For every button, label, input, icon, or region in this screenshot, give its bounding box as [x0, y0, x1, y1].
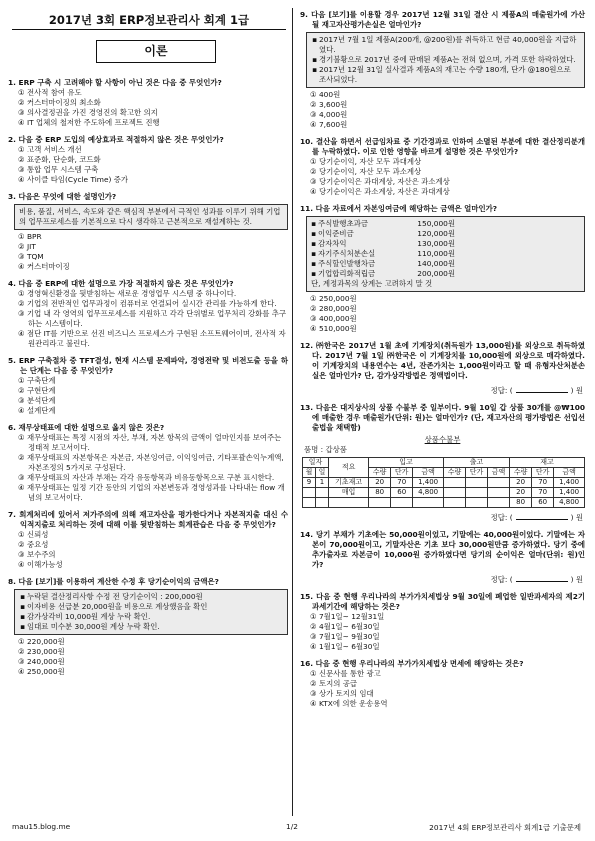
question-text: [300, 592, 585, 612]
ledger-header-cell: 금액: [554, 468, 585, 478]
ledger-cell: 기초재고: [329, 478, 369, 488]
ledger-header-cell: 입고: [369, 458, 444, 468]
question-text: [300, 341, 585, 381]
question-text: [8, 78, 288, 88]
question-body: 다음 중 현행 우리나라의 부가가치세법상 9월 30일에 폐업한 일반과세자의 제2기 과세기간에 해당하는 것은?: [312, 592, 585, 611]
answer-line: [300, 574, 585, 585]
answer-option[interactable]: ④ 이해가능성: [18, 560, 63, 569]
ledger-header-cell: 금액: [413, 468, 444, 478]
right-column: [300, 10, 585, 716]
ledger-cell: [466, 478, 488, 488]
question-2: [8, 135, 288, 185]
answer-option[interactable]: ① 400원: [310, 90, 341, 99]
answer-option[interactable]: ③ 400,000원: [310, 314, 357, 323]
answer-option[interactable]: ② 기업의 전반적인 업무과정이 컴퓨터로 연결되어 실시간 관리를 가능하게 한다.: [18, 299, 277, 308]
ledger-header-row: [303, 458, 585, 468]
ledger-header-cell: 월: [303, 468, 316, 478]
question-text: [300, 659, 585, 669]
account-amount: 130,000원: [417, 239, 455, 248]
answer-option[interactable]: ② JIT: [18, 242, 36, 251]
question-12: [300, 341, 585, 396]
question-text: [300, 204, 585, 214]
question-text: [8, 279, 288, 289]
ledger-cell: [443, 488, 465, 498]
account-name: ▪ 자기주식처분손실: [311, 249, 407, 259]
answer-option[interactable]: ④ KTX에 의한 운송용역: [310, 699, 388, 708]
ledger-cell: 70: [532, 478, 554, 488]
answer-option[interactable]: ③ 보수주의: [18, 550, 56, 559]
ledger-header-cell: 재고: [510, 458, 585, 468]
question-text: [8, 423, 288, 433]
example-item: ▪ 2017년 7월 1일 제품A(200개, @200원)를 취득하고 현금 40,000원을 지급하였다.: [311, 35, 580, 55]
question-number: 3.: [8, 192, 16, 201]
question-body: 다음 중 ERP에 대한 설명으로 가장 적절하지 않은 것은 무엇인가?: [18, 279, 234, 288]
answer-option[interactable]: ② 280,000원: [310, 304, 357, 313]
question-body: 재무상태표에 대한 설명으로 옳지 않은 것은?: [18, 423, 165, 432]
ledger-title: 상품수불부: [424, 435, 461, 444]
account-name: ▪ 이익준비금: [311, 229, 407, 239]
example-item: ▪ 경기불황으로 2017년 중에 판매된 제품A는 전혀 없으며, 가격 또한 하락하였다.: [311, 55, 580, 65]
question-number: 5.: [8, 356, 16, 365]
ledger-cell: [329, 498, 369, 508]
question-number: 10.: [300, 137, 314, 146]
title-underline: [12, 29, 286, 30]
example-item: ▪ 2017년 12월 31일 실사결과 제품A의 재고는 수량 180개, 단가 @180원으로 조사되었다.: [311, 65, 580, 85]
answer-option[interactable]: ② 토지의 공급: [310, 679, 358, 688]
ledger-cell: [303, 498, 316, 508]
answer-option[interactable]: ② 구현단계: [18, 386, 56, 395]
answer-option[interactable]: ② 4월1일~ 6월30일: [310, 622, 380, 631]
footer-page-number: 1/2: [286, 822, 298, 831]
answer-blank[interactable]: [516, 385, 568, 393]
answer-option[interactable]: ① 220,000원: [18, 637, 65, 646]
ledger-cell: 1: [316, 478, 329, 488]
account-amount: 110,000원: [417, 249, 455, 258]
question-text: [300, 10, 585, 30]
question-number: 4.: [8, 279, 16, 288]
question-number: 11.: [300, 204, 314, 213]
answer-blank[interactable]: [516, 512, 568, 520]
question-body: 다음은 대지상사의 상품 수불부 중 일부이다. 9월 10일 갑 상품 30개를 @₩100에 매출한 경우 매출원가(단위: 원)는 얼마인가? (단, 재고자산의 평가방법은 선입선출법을 채택함): [312, 403, 585, 432]
answer-option[interactable]: ② 표준화, 단순화, 코드화: [18, 155, 101, 164]
question-body: 다음 [보기]를 이용하여 계산한 수정 후 당기순이익의 금액은?: [18, 577, 219, 586]
question-number: 1.: [8, 78, 16, 87]
answer-option[interactable]: ② 재무상태표의 자본항목은 자본금, 자본잉여금, 이익잉여금, 기타포괄손익누계액, 자본조정의 5가지로 구성된다.: [18, 453, 284, 472]
answer-option[interactable]: ④ 1월1일~ 6월30일: [310, 642, 380, 651]
question-3: [8, 192, 288, 272]
answer-option[interactable]: ③ 재무상태표의 자산과 부채는 각각 유동항목과 비유동항목으로 구분 표시한다.: [18, 473, 275, 482]
answer-option[interactable]: ① 7월1일~ 12월31일: [310, 612, 385, 621]
question-14: [300, 530, 585, 585]
answer-option[interactable]: ③ 통합 업무 시스템 구축: [18, 165, 99, 174]
question-4: [8, 279, 288, 349]
question-15: [300, 592, 585, 652]
answer-option[interactable]: ③ 당기순이익은 과대계상, 자산은 과소계상: [310, 177, 450, 186]
example-item: ▪ 감가상각비 10,000원 계상 누락 확인.: [19, 612, 283, 622]
ledger-cell: 4,800: [413, 488, 444, 498]
answer-option[interactable]: ④ IT 업체의 철저한 주도하에 프로젝트 진행: [18, 118, 160, 127]
section-label: 이론: [96, 40, 216, 63]
answer-option[interactable]: ② 3,600원: [310, 100, 348, 109]
footer-exam-name: 2017년 4회 ERP정보관리사 회계1급 기출문제: [429, 823, 581, 832]
account-row: [311, 219, 580, 229]
ledger-cell: [316, 498, 329, 508]
answer-option[interactable]: ① 경영혁신환경을 뒷받침하는 새로운 경영업무 시스템 중 하나이다.: [18, 289, 237, 298]
ledger-cell: 20: [510, 488, 532, 498]
answer-option[interactable]: ④ 재무상태표는 일정 기간 동안의 기업의 자본변동과 경영성과를 나타내는 flow 개념의 보고서이다.: [18, 483, 285, 502]
question-number: 8.: [8, 577, 16, 586]
answer-blank[interactable]: [516, 574, 568, 582]
answer-option[interactable]: ④ 당기순이익은 과소계상, 자산은 과대계상: [310, 187, 450, 196]
ledger-header-cell: 수량: [443, 468, 465, 478]
question-text: [300, 137, 585, 157]
ledger-header-cell: 수량: [510, 468, 532, 478]
question-text: [8, 192, 288, 202]
ledger-cell: 60: [532, 498, 554, 508]
ledger-cell: 1,400: [554, 478, 585, 488]
ledger-cell: 20: [369, 478, 391, 488]
question-body: 다음 중 현행 우리나라의 부가가치세법상 면세에 해당하는 것은?: [315, 659, 524, 668]
account-note: 단, 계정과목의 상계는 고려하지 말 것: [311, 279, 433, 288]
example-item: ▪ 이자비용 선급분 20,000원을 비용으로 계상했음을 확인: [19, 602, 283, 612]
question-body: 다음 자료에서 자본잉여금에 해당하는 금액은 얼마인가?: [315, 204, 498, 213]
account-row: [311, 249, 580, 259]
column-divider: [292, 8, 293, 816]
ledger-row: [303, 488, 585, 498]
question-example-box: [14, 589, 288, 635]
answer-option[interactable]: ③ 기업 내 각 영역의 업무프로세스를 지원하고 각각 단위별로 업무처리 강화를 추구하는 시스템이다.: [18, 309, 287, 328]
question-number: 6.: [8, 423, 16, 432]
answer-option[interactable]: ③ 7월1일~ 9월30일: [310, 632, 380, 641]
ledger-header-cell: 금액: [488, 468, 510, 478]
answer-option[interactable]: ④ 250,000원: [18, 667, 65, 676]
question-body: ㈜한국은 2017년 1월 초에 기계장치(취득원가 13,000원)를 외상으로 취득하였다. 2017년 7월 1일 ㈜한국은 이 기계장치를 10,000원에 외상으로 매각하였다. 이 기계장치의 내용연수는 4년, 잔존가치는 1,000원이라고 할 때 유형자산처분손실은 얼마인가? 단, 감가상각방법은 정액법이다.: [312, 341, 585, 380]
question-text: [300, 403, 585, 433]
account-name: ▪ 감자차익: [311, 239, 407, 249]
answer-label: 정답: (: [490, 513, 513, 522]
ledger-header-cell: 출고: [443, 458, 509, 468]
ledger-cell: 60: [391, 488, 413, 498]
answer-label: 정답: (: [490, 575, 513, 584]
ledger-cell: [413, 498, 444, 508]
answer-option[interactable]: ① BPR: [18, 232, 42, 241]
question-8: [8, 577, 288, 677]
ledger-cell: 80: [510, 498, 532, 508]
question-number: 12.: [300, 341, 314, 350]
example-item: ▪ 누락된 결산정리사항 수정 전 당기순이익 : 200,000원: [19, 592, 283, 602]
ledger-cell: [488, 488, 510, 498]
answer-option[interactable]: ④ 510,000원: [310, 324, 357, 333]
answer-option[interactable]: ③ 상가 토지의 임대: [310, 689, 374, 698]
ledger-cell: 20: [510, 478, 532, 488]
answer-option[interactable]: ③ TQM: [18, 252, 44, 261]
ledger-header-cell: 일자: [303, 458, 329, 468]
answer-option[interactable]: ④ 커스터마이징: [18, 262, 70, 271]
answer-option[interactable]: ③ 의사결정권을 가진 경영진의 확고한 의지: [18, 108, 158, 117]
ledger-cell: [466, 488, 488, 498]
answer-option[interactable]: ② 당기순이익, 자산 모두 과소계상: [310, 167, 422, 176]
answer-option[interactable]: ① 신문사를 통한 광고: [310, 669, 381, 678]
ledger-cell: 80: [369, 488, 391, 498]
account-amount: 120,000원: [417, 229, 455, 238]
ledger-cell: 9: [303, 478, 316, 488]
answer-line: [300, 512, 585, 523]
question-body: 다음은 무엇에 대한 설명인가?: [18, 192, 117, 201]
answer-option[interactable]: ③ 240,000원: [18, 657, 65, 666]
answer-option[interactable]: ① 신뢰성: [18, 530, 49, 539]
question-13: [300, 403, 585, 523]
answer-option[interactable]: ④ 설계단계: [18, 406, 56, 415]
ledger-header-cell: 단가: [391, 468, 413, 478]
answer-option[interactable]: ① 250,000원: [310, 294, 357, 303]
answer-option[interactable]: ① 전사적 참여 유도: [18, 88, 82, 97]
ledger-header-cell: 적요: [329, 458, 369, 478]
question-text: [8, 356, 288, 376]
question-text: [300, 530, 585, 570]
ledger-cell: [488, 478, 510, 488]
ledger-cell: [488, 498, 510, 508]
answer-label: 정답: (: [490, 386, 513, 395]
account-amount: 200,000원: [417, 269, 455, 278]
answer-unit: ) 원: [570, 386, 583, 395]
question-number: 9.: [300, 10, 308, 19]
ledger-cell: 70: [391, 478, 413, 488]
ledger-cell: 70: [532, 488, 554, 498]
ledger-cell: 1,400: [413, 478, 444, 488]
account-name: ▪ 기업합리화적립금: [311, 269, 407, 279]
answer-option[interactable]: ④ 사이클 타임(Cycle Time) 증가: [18, 175, 129, 184]
answer-option[interactable]: ① 재무상태표는 특정 시점의 자산, 부채, 자본 항목의 금액이 얼마인지를 보여주는 정태적 보고서이다.: [18, 433, 282, 452]
question-9: [300, 10, 585, 130]
ledger-cell: [466, 498, 488, 508]
ledger-cell: 1,400: [554, 488, 585, 498]
answer-option[interactable]: ① 당기순이익, 자산 모두 과대계상: [310, 157, 422, 166]
ledger-header-cell: 단가: [466, 468, 488, 478]
question-text: [8, 135, 288, 145]
answer-option[interactable]: ④ 점단 IT를 기반으로 선진 비즈니스 프로세스가 구현된 소프트웨어이며, 전사적 자원관리라고 불린다.: [18, 329, 286, 348]
account-row: [311, 229, 580, 239]
question-body: 당기 부채가 기초에는 50,000원이었고, 기말에는 40,000원이었다. 기말에는 자본이 70,000원이고, 기말자산은 기초 보다 30,000원만큼 증가하였다. 당기 중에 추가출자로 자본금이 10,000원 증가하였다면 당기의 순이익은 얼마(단위: 원)인가?: [312, 530, 585, 569]
answer-unit: ) 원: [570, 513, 583, 522]
ledger-header-cell: 일: [316, 468, 329, 478]
ledger-row: [303, 478, 585, 488]
answer-option[interactable]: ④ 7,600원: [310, 120, 348, 129]
question-7: [8, 510, 288, 570]
account-row: [311, 269, 580, 279]
question-number: 14.: [300, 530, 314, 539]
answer-option[interactable]: ② 중요성: [18, 540, 49, 549]
question-11: [300, 204, 585, 334]
answer-option[interactable]: ① 구축단계: [18, 376, 56, 385]
question-number: 16.: [300, 659, 314, 668]
question-body: ERP 구축 시 고려해야 할 사항이 아닌 것은 다음 중 무엇인가?: [18, 78, 222, 87]
account-row: [311, 259, 580, 269]
question-number: 2.: [8, 135, 16, 144]
account-name: ▪ 주식할인발행차금: [311, 259, 407, 269]
account-amount: 150,000원: [417, 219, 455, 228]
answer-unit: ) 원: [570, 575, 583, 584]
account-amount: 140,000원: [417, 259, 455, 268]
answer-option[interactable]: ② 230,000원: [18, 647, 65, 656]
question-5: [8, 356, 288, 416]
answer-line: [300, 385, 585, 396]
ledger-header-cell: 단가: [532, 468, 554, 478]
ledger-item-name: 품명 : 갑상품: [304, 445, 347, 454]
ledger-cell: 매입: [329, 488, 369, 498]
ledger-cell: [443, 478, 465, 488]
account-name: ▪ 주식발행초과금: [311, 219, 407, 229]
left-column: [8, 78, 288, 684]
ledger-row: [303, 498, 585, 508]
question-body: 회계처리에 있어서 저가주의에 의해 재고자산을 평가한다거나 자본적지출 대신 수익적지출로 처리하는 것에 대해 이를 뒷받침하는 회계관습은 다음 중 무엇인가?: [19, 510, 289, 529]
question-text: [8, 510, 288, 530]
question-16: [300, 659, 585, 709]
ledger-cell: [316, 488, 329, 498]
question-1: [8, 78, 288, 128]
question-number: 15.: [300, 592, 314, 601]
question-example-box: [306, 32, 585, 88]
page-title: 2017년 3회 ERP정보관리사 회계 1급: [48, 13, 250, 27]
ledger-cell: [369, 498, 391, 508]
account-row: [311, 239, 580, 249]
footer-blog: mau15.blog.me: [12, 822, 71, 831]
answer-option[interactable]: ③ 분석단계: [18, 396, 56, 405]
answer-option[interactable]: ② 커스터마이징의 최소화: [18, 98, 101, 107]
account-list-box: [306, 216, 585, 292]
answer-option[interactable]: ③ 4,000원: [310, 110, 348, 119]
question-body: 다음 [보기]를 이용할 경우 2017년 12월 31일 결산 시 제품A의 매출원가에 가산될 재고자산평가손실은 얼마인가?: [311, 10, 585, 29]
question-body: ERP 구축절차 중 TFT결성, 현재 시스템 문제파악, 경영전략 및 비전도출 등을 하는 단계는 다음 중 무엇인가?: [18, 356, 288, 375]
question-10: [300, 137, 585, 197]
ledger-cell: [303, 488, 316, 498]
question-body: 다음 중 ERP 도입의 예상효과로 적절하지 않은 것은 무엇인가?: [18, 135, 224, 144]
answer-option[interactable]: ① 고객 서비스 개선: [18, 145, 82, 154]
ledger-cell: [443, 498, 465, 508]
ledger-cell: 4,800: [554, 498, 585, 508]
question-reference-box: 비용, 품질, 서비스, 속도와 같은 핵심적 부분에서 극적인 성과를 이루기 위해 기업의 업무프로세스를 기본적으로 다시 생각하고 근본적으로 재설계하는 것.: [14, 204, 288, 230]
question-number: 7.: [8, 510, 16, 519]
question-text: [8, 577, 288, 587]
question-number: 13.: [300, 403, 314, 412]
example-item: ▪ 임대료 미수분 30,000원 계상 누락 확인.: [19, 622, 283, 632]
question-6: [8, 423, 288, 503]
inventory-ledger-table: [302, 457, 585, 508]
ledger-cell: [391, 498, 413, 508]
question-body: 결산을 하면서 선급임차료 중 기간경과로 인하여 소멸된 부분에 대한 결산정리분개를 누락하였다. 이로 인한 영향을 바르게 설명한 것은 무엇인가?: [312, 137, 585, 156]
ledger-header-cell: 수량: [369, 468, 391, 478]
